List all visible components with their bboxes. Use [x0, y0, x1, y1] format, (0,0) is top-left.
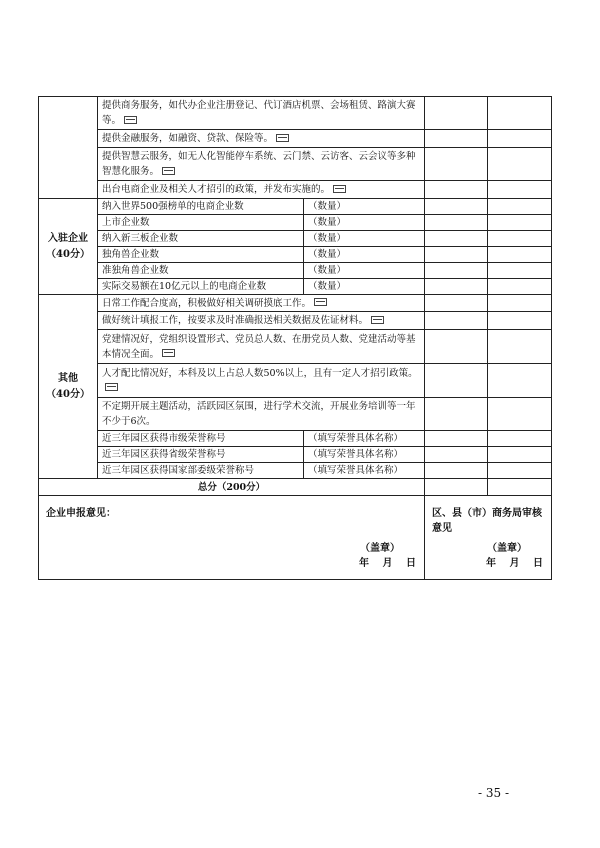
- review-cell: [488, 364, 552, 398]
- review-cell: [488, 447, 552, 463]
- placeholder-mark-icon: [162, 349, 175, 357]
- category-cell-continued: [39, 97, 98, 199]
- review-cell: [488, 181, 552, 199]
- item-label: 准独角兽企业数: [98, 263, 304, 279]
- item-note: （数量）: [304, 279, 425, 295]
- enterprise-opinion-title: 企业申报意见：: [46, 508, 116, 519]
- total-label: 总分（200分）: [39, 479, 425, 496]
- criterion-row: 提供智慧云服务，如无人化智能停车系统、云门禁、云访客、云会议等多种智慧化服务。: [98, 148, 425, 181]
- page-number: - 35 -: [478, 786, 510, 800]
- commerce-bureau-opinion-box: [425, 496, 552, 580]
- score-cell: [425, 463, 488, 479]
- score-cell: [425, 312, 488, 330]
- review-cell: [488, 279, 552, 295]
- review-cell: [488, 247, 552, 263]
- review-cell: [488, 312, 552, 330]
- review-cell: [488, 295, 552, 312]
- score-cell: [425, 231, 488, 247]
- item-note: （填写荣誉具体名称）: [304, 447, 425, 463]
- criterion-row: 日常工作配合度高，积极做好相关调研摸底工作。: [98, 295, 425, 312]
- placeholder-mark-icon: [105, 383, 118, 391]
- score-cell: [425, 295, 488, 312]
- placeholder-mark-icon: [162, 167, 175, 175]
- placeholder-mark-icon: [333, 185, 346, 193]
- criterion-row: 提供金融服务，如融资、贷款、保险等。: [98, 130, 425, 148]
- score-cell: [425, 199, 488, 215]
- seal-label: （盖章）: [487, 543, 528, 554]
- review-cell: [488, 97, 552, 130]
- item-note: （数量）: [304, 215, 425, 231]
- item-label: 近三年园区获得省级荣誉称号: [98, 447, 304, 463]
- seal-label: （盖章）: [360, 543, 401, 554]
- criterion-row: 党建情况好，党组织设置形式、党员总人数、在册党员人数、党建活动等基本情况全面。: [98, 330, 425, 364]
- category-other: 其他 （40分）: [39, 295, 98, 479]
- score-cell: [425, 330, 488, 364]
- criterion-row: 出台电商企业及相关人才招引的政策，并发布实施的。: [98, 181, 425, 199]
- item-label: 纳入新三板企业数: [98, 231, 304, 247]
- score-cell: [425, 431, 488, 447]
- placeholder-mark-icon: [314, 298, 327, 306]
- score-cell: [425, 364, 488, 398]
- criterion-row: 人才配比情况好，本科及以上占总人数50%以上，且有一定人才招引政策。: [98, 364, 425, 398]
- item-note: （数量）: [304, 263, 425, 279]
- review-cell: [488, 263, 552, 279]
- review-cell: [488, 199, 552, 215]
- date-label: 年 月 日: [486, 558, 544, 569]
- review-cell: [488, 215, 552, 231]
- review-cell: [488, 130, 552, 148]
- item-note: （填写荣誉具体名称）: [304, 431, 425, 447]
- score-cell: [425, 130, 488, 148]
- item-label: 独角兽企业数: [98, 247, 304, 263]
- evaluation-table: [38, 96, 552, 580]
- review-cell: [488, 330, 552, 364]
- score-cell: [425, 181, 488, 199]
- criterion-row: 不定期开展主题活动，活跃园区氛围，进行学术交流，开展业务培训等一年不少于6次。: [98, 398, 425, 431]
- score-cell: [425, 398, 488, 431]
- commerce-bureau-opinion-title: 区、县（市）商务局审核意见: [432, 508, 543, 534]
- enterprise-opinion-box: [39, 496, 425, 580]
- item-note: （填写荣誉具体名称）: [304, 463, 425, 479]
- review-cell: [488, 231, 552, 247]
- date-label: 年 月 日: [359, 558, 417, 569]
- item-label: 实际交易额在10亿元以上的电商企业数: [98, 279, 304, 295]
- item-note: （数量）: [304, 231, 425, 247]
- item-label: 纳入世界500强榜单的电商企业数: [98, 199, 304, 215]
- review-cell: [488, 463, 552, 479]
- item-note: （数量）: [304, 199, 425, 215]
- item-label: 上市企业数: [98, 215, 304, 231]
- total-review-cell: [488, 479, 552, 496]
- category-enterprise: 入驻企业 （40分）: [39, 199, 98, 295]
- criterion-row: 做好统计填报工作，按要求及时准确报送相关数据及佐证材料。: [98, 312, 425, 330]
- score-cell: [425, 97, 488, 130]
- item-label: 近三年园区获得市级荣誉称号: [98, 431, 304, 447]
- score-cell: [425, 215, 488, 231]
- total-score-cell: [425, 479, 488, 496]
- placeholder-mark-icon: [371, 316, 384, 324]
- score-cell: [425, 247, 488, 263]
- score-cell: [425, 279, 488, 295]
- item-label: 近三年园区获得国家部委级荣誉称号: [98, 463, 304, 479]
- placeholder-mark-icon: [276, 134, 289, 142]
- placeholder-mark-icon: [124, 116, 137, 124]
- score-cell: [425, 263, 488, 279]
- item-note: （数量）: [304, 247, 425, 263]
- criterion-row: 提供商务服务，如代办企业注册登记、代订酒店机票、会场租赁、路演大赛等。: [98, 97, 425, 130]
- review-cell: [488, 398, 552, 431]
- review-cell: [488, 431, 552, 447]
- review-cell: [488, 148, 552, 181]
- score-cell: [425, 148, 488, 181]
- score-cell: [425, 447, 488, 463]
